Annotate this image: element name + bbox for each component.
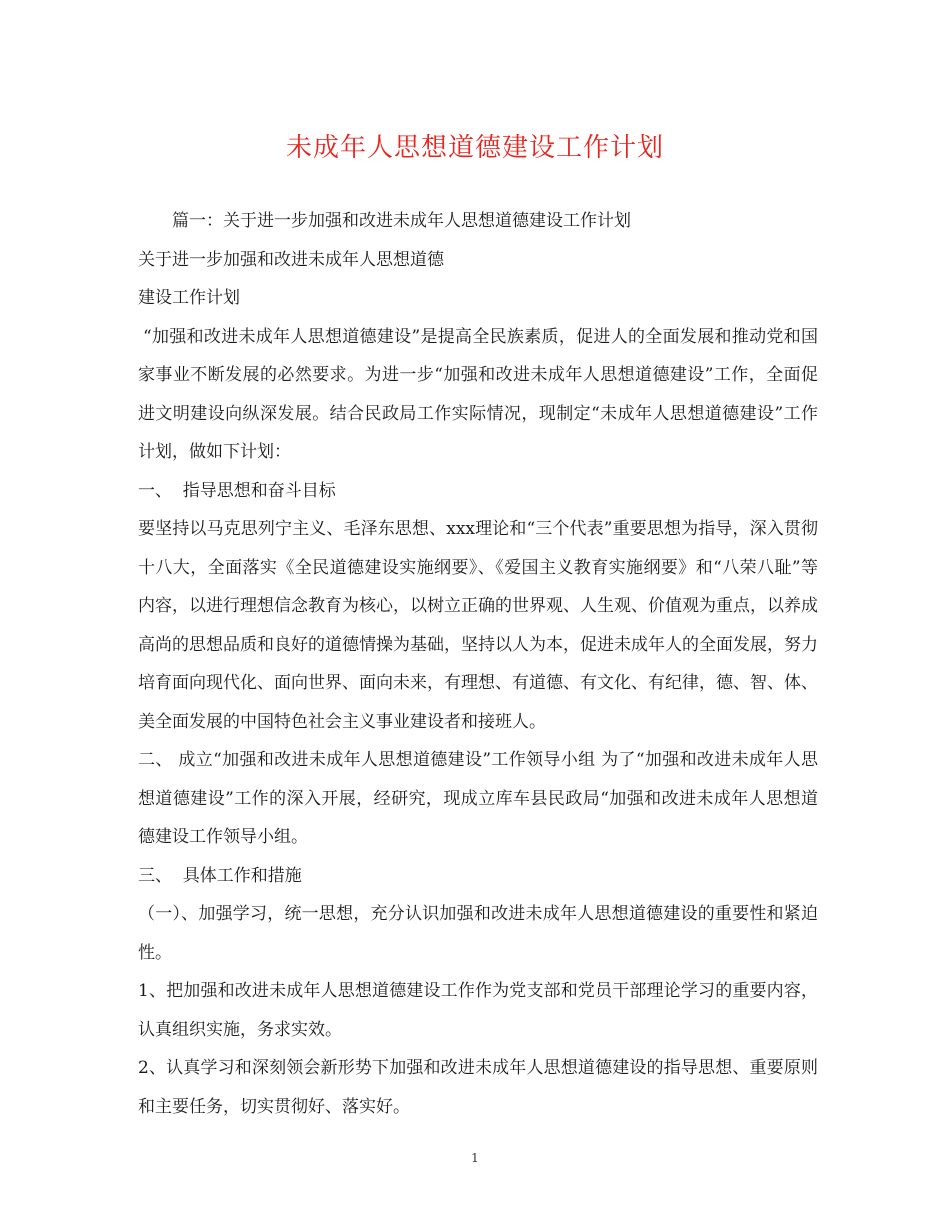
guiding-ideology-paragraph: 要坚持以马克思列宁主义、毛泽东思想、xxx理论和“三个代表”重要思想为指导，深入贯彻十八大，全面落实《全民道德建设实施纲要》、《爱国主义教育实施纲要》和“八荣八耻”等内容，以进行理想信念教育为核心，以树立正确的世界观、人生观、价值观为重点，以养成高尚的思想品质和良好的道德情操为基础，坚持以人为本，促进未成年人的全面发展，努力培育面向现代化、面向世界、面向未来，有理想、有道德、有文化、有纪律，德、智、体、美全面发展的中国特色社会主义事业建设者和接班人。 <box>138 519 818 732</box>
document-title: 未成年人思想道德建设工作计划 <box>285 133 664 163</box>
subtitle-line-2: 建设工作计划 <box>138 288 240 308</box>
document-body <box>138 202 818 1126</box>
page-number: 1 <box>471 1151 479 1165</box>
section-heading-part-one: 篇一：关于进一步加强和改进未成年人思想道德建设工作计划 <box>172 211 631 231</box>
measure-item-one: （一）、加强学习，统一思想，充分认识加强和改进未成年人思想道德建设的重要性和紧迫性。 <box>138 904 818 963</box>
heading-guiding-ideology: 一、 指导思想和奋斗目标 <box>138 480 336 501</box>
heading-leading-group: 二、 成立“加强和改进未成年人思想道德建设”工作领导小组 为了“加强和改进未成年人思想道德建设”工作的深入开展，经研究，现成立库车县民政局“加强和改进未成年人思想道德建设工作领导小组。 <box>138 750 818 847</box>
subtitle-line-1: 关于进一步加强和改进未成年人思想道德 <box>138 249 444 270</box>
heading-specific-measures: 三、 具体工作和措施 <box>138 865 302 886</box>
numbered-item-1: 1、把加强和改进未成年人思想道德建设工作作为党支部和党员干部理论学习的重要内容，认真组织实施，务求实效。 <box>138 981 818 1040</box>
numbered-item-2: 2、认真学习和深刻领会新形势下加强和改进未成年人思想道德建设的指导思想、重要原则和主要任务，切实贯彻好、落实好。 <box>138 1058 818 1117</box>
intro-paragraph: “加强和改进未成年人思想道德建设”是提高全民族素质，促进人的全面发展和推动党和国家事业不断发展的必然要求。为进一步“加强和改进未成年人思想道德建设”工作，全面促进文明建设向纵深发展。结合民政局工作实际情况，现制定“未成年人思想道德建设”工作计划，做如下计划： <box>138 326 818 462</box>
